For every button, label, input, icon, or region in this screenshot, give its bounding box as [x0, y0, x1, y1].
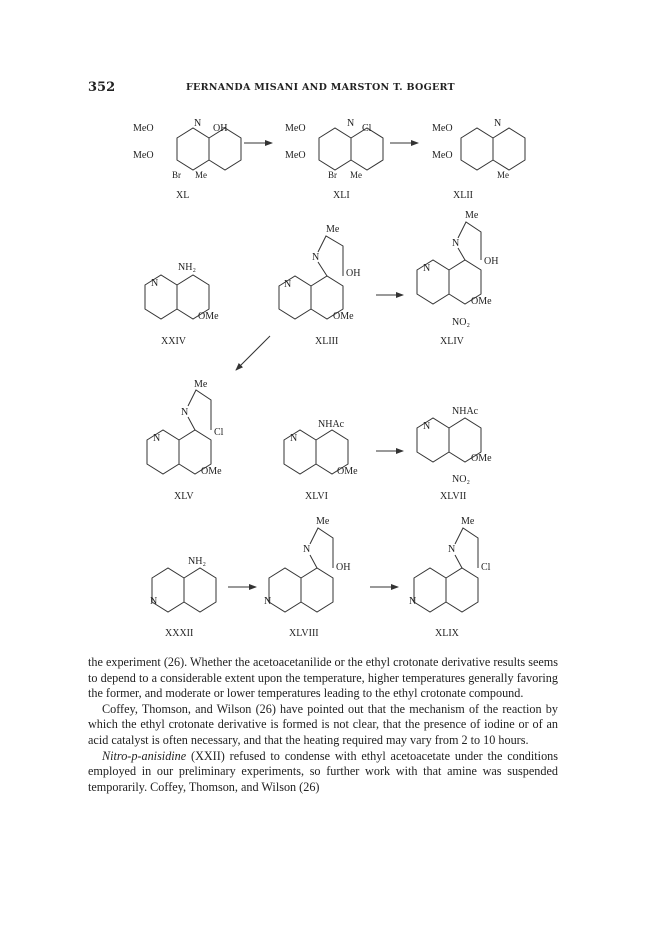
substituent: N — [181, 407, 189, 418]
substituent: OH — [346, 268, 361, 279]
compound-XLI — [285, 118, 383, 201]
compound-label: XXXII — [165, 628, 194, 639]
compound-XLV — [147, 379, 224, 502]
compound-label: XLIV — [440, 336, 464, 347]
substituent: OMe — [471, 296, 492, 307]
page-number: 352 — [88, 80, 116, 95]
compound-label: XLVII — [440, 491, 467, 502]
substituent: N — [150, 596, 158, 607]
substituent: N — [409, 596, 417, 607]
substituent: N — [423, 421, 431, 432]
substituent: NHAc — [318, 419, 345, 430]
substituent: N — [423, 263, 431, 274]
compound-label: XLIX — [435, 628, 459, 639]
substituent: Me — [497, 170, 509, 180]
substituent: N — [303, 544, 311, 555]
substituent: Cl — [481, 562, 491, 573]
substituent: N — [290, 433, 298, 444]
substituent: N — [151, 278, 159, 289]
substituent: MeO — [285, 123, 306, 134]
substituent: NO₂ — [452, 474, 470, 485]
substituent: Br — [172, 170, 181, 180]
substituent: N — [264, 596, 272, 607]
paragraph: the experiment (26). Whether the acetoacetanilide or the ethyl crotonate derivative results seems to depend to a considerable extent upon the temperature, higher temperatures generally favoring the former, and moderate or lower temperatures leading to the ethyl crotonate compound. — [88, 655, 558, 701]
compound-XXIV — [145, 262, 219, 347]
compound-XLIX — [409, 516, 491, 639]
substituent: N — [153, 433, 161, 444]
substituent: MeO — [432, 150, 453, 161]
substituent: OH — [213, 123, 228, 134]
substituent: Cl — [214, 427, 224, 438]
compound-XLIV — [417, 210, 498, 347]
substituent: MeO — [432, 123, 453, 134]
substituent: OH — [336, 562, 351, 573]
compound-XLII — [432, 118, 525, 201]
substituent: N — [347, 118, 355, 129]
reaction-arrow — [236, 336, 270, 370]
compound-label: XLI — [333, 190, 350, 201]
substituent: N — [452, 238, 460, 249]
compound-XL — [133, 118, 241, 201]
substituent: Me — [316, 516, 330, 527]
reaction-scheme — [0, 100, 647, 645]
substituent: OMe — [333, 311, 354, 322]
substituent: Cl — [362, 123, 372, 134]
substituent: OMe — [471, 453, 492, 464]
substituent: Me — [326, 224, 340, 235]
paragraph: Coffey, Thomson, and Wilson (26) have pointed out that the mechanism of the reaction by which the ethyl crotonate derivative is formed is not clear, that the presence of iodine or of an acid catalyst is often necessary, and that the heating required may vary from 2 to 10 hours. — [88, 701, 558, 747]
compound-label: XL — [176, 190, 190, 201]
compound-XLIII — [279, 224, 360, 347]
substituent: Me — [465, 210, 479, 221]
compound-XLVI — [284, 419, 358, 502]
substituent: Me — [195, 170, 207, 180]
body-text — [88, 655, 558, 795]
compound-XLVII — [417, 406, 492, 502]
compound-label: XLII — [453, 190, 473, 201]
substituent: MeO — [133, 150, 154, 161]
substituent: MeO — [133, 123, 154, 134]
substituent: N — [312, 252, 320, 263]
compound-label: XLVI — [305, 491, 328, 502]
substituent: N — [284, 279, 292, 290]
substituent: OH — [484, 256, 499, 267]
italic-compound-name: Nitro-p-anisidine — [102, 748, 187, 763]
substituent: OMe — [337, 466, 358, 477]
compound-XXXII — [150, 556, 216, 639]
substituent: Me — [461, 516, 475, 527]
substituent: N — [448, 544, 456, 555]
compound-label: XXIV — [161, 336, 186, 347]
substituent: Me — [194, 379, 208, 390]
compound-XLVIII — [264, 516, 350, 639]
page-header — [0, 80, 647, 96]
running-head: FERNANDA MISANI AND MARSTON T. BOGERT — [186, 82, 455, 93]
substituent: N — [494, 118, 502, 129]
substituent: MeO — [285, 150, 306, 161]
substituent: Br — [328, 170, 337, 180]
substituent: OMe — [198, 311, 219, 322]
substituent: NO₂ — [452, 317, 470, 328]
compound-label: XLV — [174, 491, 194, 502]
substituent: NH₂ — [188, 556, 206, 567]
compound-label: XLIII — [315, 336, 339, 347]
substituent: Me — [350, 170, 362, 180]
substituent: NH₂ — [178, 262, 196, 273]
substituent: NHAc — [452, 406, 479, 417]
compound-label: XLVIII — [289, 628, 319, 639]
substituent: OMe — [201, 466, 222, 477]
substituent: N — [194, 118, 202, 129]
paragraph: Nitro-p-anisidine (XXII) refused to condense with ethyl acetoacetate under the conditions employed in our preliminary experiments, so further work with that amine was suspended temporarily. Coffey, Thomson, and Wilson (26) — [88, 748, 558, 794]
